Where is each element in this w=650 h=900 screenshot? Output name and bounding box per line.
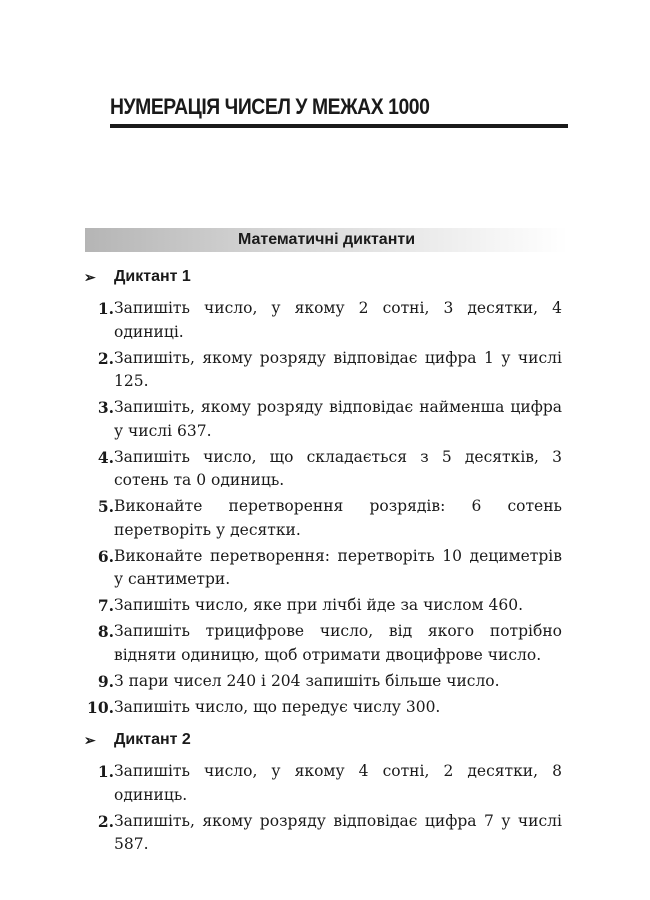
- item-number: 5.: [97, 497, 114, 516]
- list-item: [84, 495, 574, 542]
- item-text: Запишіть, якому розряду відповідає найменша цифра у числі 637.: [114, 398, 562, 440]
- item-number: 8.: [97, 622, 114, 641]
- title-underline: [110, 124, 568, 128]
- item-number: 2.: [97, 811, 114, 831]
- list-item: [84, 760, 574, 807]
- item-number: 9.: [97, 671, 114, 691]
- item-text: Запишіть число, у якому 4 сотні, 2 десятки, 8 одиниць.: [114, 762, 562, 804]
- item-text: З пари чисел 240 і 204 запишіть більше число.: [114, 671, 500, 690]
- dictation-header: [84, 265, 574, 289]
- dictation-title: Диктант 2: [114, 731, 191, 748]
- list-item: [84, 396, 574, 443]
- list-item: [84, 545, 574, 592]
- item-text: Запишіть число, що складається з 5 десятків, 3 сотень та 0 одиниць.: [114, 447, 562, 489]
- dictation-2: [84, 728, 574, 859]
- list-item: [84, 810, 574, 857]
- dictation-1: [84, 265, 574, 722]
- item-text: Виконайте перетворення: перетворіть 10 дециметрів у сантиметри.: [114, 546, 562, 588]
- list-item: [84, 347, 574, 394]
- list-item: [84, 670, 574, 694]
- list-item: [84, 446, 574, 493]
- item-number: 4.: [97, 447, 114, 467]
- item-number: 10.: [87, 697, 114, 717]
- list-item: [84, 620, 574, 667]
- dictation-header: [84, 728, 574, 752]
- item-text: Запишіть, якому розряду відповідає цифра 1 у числі 125.: [114, 348, 562, 390]
- item-text: Запишіть число, яке при лічбі йде за числом 460.: [114, 596, 524, 614]
- item-number: 6.: [97, 546, 114, 566]
- list-item: [84, 594, 574, 618]
- arrow-bullet-icon: ➢: [84, 732, 96, 748]
- dictation-title: Диктант 1: [114, 268, 191, 285]
- item-number: 3.: [97, 398, 114, 417]
- item-text: Запишіть трицифрове число, від якого потрібно відняти одиницю, щоб отримати двоцифрове число.: [114, 622, 562, 664]
- arrow-bullet-icon: ➢: [84, 269, 96, 285]
- item-text: Виконайте перетворення розрядів: 6 сотень перетворіть у десятки.: [114, 497, 562, 539]
- item-number: 7.: [97, 596, 114, 615]
- item-number: 2.: [97, 348, 114, 368]
- item-text: Запишіть, якому розряду відповідає цифра 7 у числі 587.: [114, 811, 562, 853]
- list-item: [84, 297, 574, 344]
- list-item: [84, 696, 574, 720]
- item-number: 1.: [97, 299, 114, 318]
- page-title: НУМЕРАЦІЯ ЧИСЕЛ У МЕЖАХ 1000: [110, 94, 430, 119]
- item-text: Запишіть число, у якому 2 сотні, 3 десятки, 4 одиниці.: [114, 299, 562, 341]
- item-text: Запишіть число, що передує числу 300.: [114, 697, 441, 716]
- item-number: 1.: [97, 762, 114, 781]
- section-title: Математичні диктанти: [237, 231, 416, 248]
